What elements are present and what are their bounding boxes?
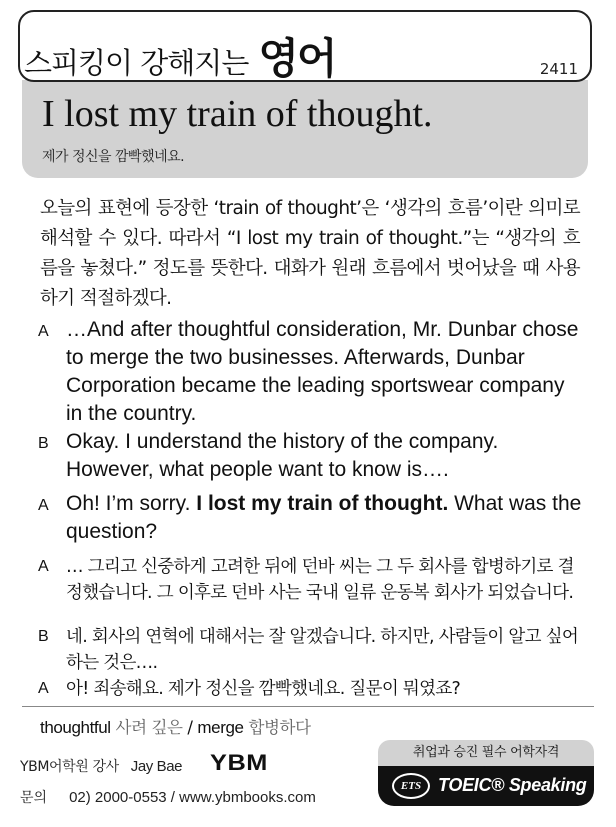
issue-code: 2411	[539, 60, 578, 78]
speaker-label: B	[38, 435, 49, 452]
divider	[22, 706, 594, 707]
speaker-label: A	[38, 558, 48, 575]
dialog-ko-line	[38, 624, 582, 676]
contact-details: 02) 2000-0553 / www.ybmbooks.com	[69, 789, 316, 806]
vocab-separator: /	[182, 718, 198, 737]
ets-logo: ETS	[392, 773, 430, 799]
dialog-text-pre: Oh! I’m sorry.	[66, 492, 197, 515]
vocab-word: merge	[197, 718, 244, 737]
contact-label: 문의	[20, 790, 48, 806]
dialog-ko-text: 아! 죄송해요. 제가 정신을 깜빡했네요. 질문이 뭐였죠?	[66, 679, 461, 699]
vocab-meaning: 합병하다	[248, 718, 311, 737]
speaker-label: A	[38, 323, 49, 340]
dialog-text	[66, 490, 582, 546]
contact-info	[20, 787, 316, 807]
dialog-text	[66, 316, 582, 428]
vocabulary	[40, 714, 311, 738]
dialog-line	[38, 428, 582, 484]
dialog-ko-line	[38, 554, 582, 606]
speaker-label: B	[38, 628, 48, 645]
vocab-meaning: 사려 깊은	[115, 718, 183, 737]
ybm-logo: YBM	[210, 750, 268, 775]
expression-title: I lost my train of thought.	[42, 93, 433, 135]
series-title-text: 스피킹이 강해지는	[24, 46, 249, 80]
dialog-line	[38, 316, 582, 428]
series-title	[24, 26, 336, 86]
dialog-text-pre: Okay. I understand the history of the company. However, what people want to know is….	[66, 430, 499, 481]
dialog-text	[66, 428, 582, 484]
dialog-line	[38, 490, 582, 546]
expression-translation: 제가 정신을 깜빡했네요.	[42, 149, 185, 165]
dialog-text-pre: …And after thoughtful consideration, Mr. Dunbar chose to merge the two businesses. Afterwards, Dunbar Corporation became the leading sportswear company in the country.	[66, 318, 579, 425]
vocab-word: thoughtful	[40, 718, 111, 737]
instructor-name: Jay Bae	[130, 758, 183, 775]
explanation-text: 오늘의 표현에 등장한 ‘train of thought’은 ‘생각의 흐름’이란 의미로 해석할 수 있다. 따라서 “I lost my train of thought.”는 “생각의 흐름을 놓쳤다.” 정도를 뜻한다. 대화가 원래 흐름에서 벗어났을 때 사용하기 적절하겠다.	[40, 198, 580, 309]
instructor-label: YBM어학원 강사	[20, 759, 119, 775]
speaker-label: A	[38, 680, 48, 697]
toeic-speaking-label: TOEIC® Speaking	[438, 775, 587, 795]
series-title-big: 영어	[258, 34, 336, 83]
dialog-ko-line	[38, 676, 582, 702]
dialog-ko-text: 네. 회사의 연혁에 대해서는 잘 알겠습니다. 하지만, 사람들이 알고 싶어하는 것은….	[66, 627, 579, 673]
badge-caption: 취업과 승진 필수 어학자격	[378, 740, 594, 766]
speaker-label: A	[38, 497, 49, 514]
toeic-badge	[378, 766, 594, 806]
dialog-ko-text: … 그리고 신중하게 고려한 뒤에 던바 씨는 그 두 회사를 합병하기로 결정했습니다. 그 이후로 던바 사는 국내 일류 운동복 회사가 되었습니다.	[66, 557, 574, 603]
dialog-text-highlight: I lost my train of thought.	[196, 492, 449, 515]
instructor-credit	[20, 756, 182, 776]
dialog-text-post: What was the question?	[66, 492, 582, 543]
